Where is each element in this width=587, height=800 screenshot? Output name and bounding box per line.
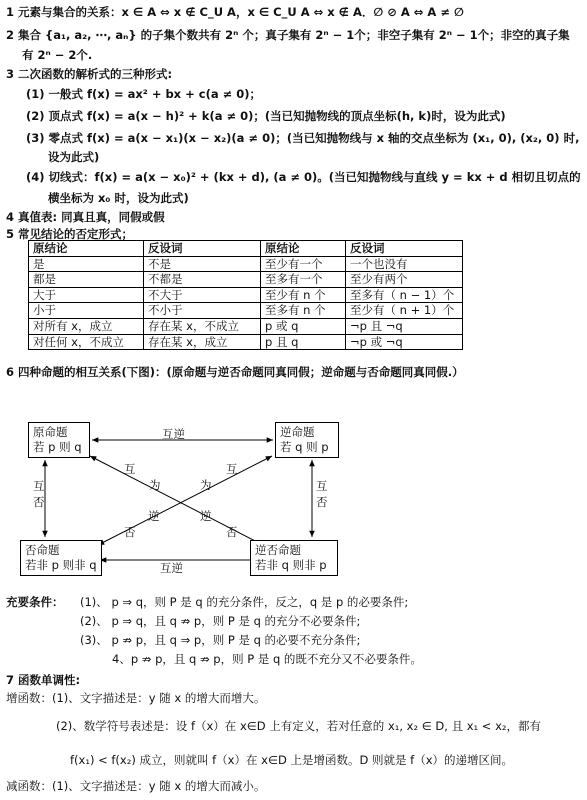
box-contrapositive-proposition xyxy=(250,540,338,576)
box-converse-proposition xyxy=(275,422,339,458)
label-left-char2: 否 xyxy=(33,495,45,509)
label-right-char1: 互 xyxy=(316,479,328,493)
table-cell: 不小于 xyxy=(144,303,261,319)
table-header-cell: 反设词 xyxy=(144,241,261,257)
table-row xyxy=(29,256,463,272)
table-cell: 一个也没有 xyxy=(346,256,463,272)
label-diag-hu-left: 互 xyxy=(124,462,136,476)
table-cell: 至少有两个 xyxy=(346,272,463,288)
increasing-desc-1: 增函数：(1)、文字描述是：y 随 x 的增大而增大。 xyxy=(6,691,266,705)
decreasing-desc-1: 减函数：(1)、文字描述是：y 随 x 的增大而减小。 xyxy=(6,779,266,793)
sufficient-cond-4: 4、p ⇏ p，且 q ⇏ p，则 P 是 q 的既不充分又不必要条件。 xyxy=(112,652,422,666)
label-diag-ni-left: 逆 xyxy=(148,509,160,523)
line-subset-count: 2 集合 {a₁, a₂, ⋯, aₙ} 的子集个数共有 2ⁿ 个；真子集有 2ⁿ − 1个；非空子集有 2ⁿ − 1个；非空的真子集 xyxy=(6,28,570,42)
table-header-cell: 原结论 xyxy=(29,241,144,257)
line-negation-title: 5 常见结论的否定形式； xyxy=(6,227,134,241)
sufficient-cond-3: (3)、 p ⇏ p，且 q ⇒ p，则 P 是 q 的必要不充分条件; xyxy=(80,633,361,647)
increasing-desc-2a: (2)、数学符号表述是：设 f（x）在 x∈D 上有定义，若对任意的 x₁, x₂ ∈ D, 且 x₁ < x₂，都有 xyxy=(56,719,542,733)
table-header-row xyxy=(29,241,463,257)
line-four-propositions: 6 四种命题的相互关系(下图)：(原命题与逆否命题同真同假；逆命题与否命题同真同假.） xyxy=(6,365,464,379)
table-cell: ¬p 或 ¬q xyxy=(346,334,463,350)
table-cell: 都是 xyxy=(29,272,144,288)
table-cell: p 或 q xyxy=(261,318,346,334)
table-cell: 存在某 x，成立 xyxy=(144,334,261,350)
table-row xyxy=(29,334,463,350)
label-diag-fou-right: 否 xyxy=(226,525,238,539)
table-cell: 至多有一个 xyxy=(261,272,346,288)
sufficient-title: 充要条件： xyxy=(6,595,64,609)
increasing-desc-2b: f(x₁) < f(x₂) 成立，则就叫 f（x）在 x∈D 上是增函数。D 则就是 f（x）的递增区间。 xyxy=(70,753,513,767)
table-cell: 不大于 xyxy=(144,287,261,303)
line-quadratic-zero: (3) 零点式 f(x) = a(x − x₁)(x − x₂)(a ≠ 0)；(当已知抛物线与 x 轴的交点坐标为 (x₁, 0), (x₂, 0) 时, xyxy=(26,131,580,145)
line-subset-count-cont: 有 2ⁿ − 2个. xyxy=(22,48,93,62)
box-original-proposition xyxy=(28,422,90,458)
label-diag-fou-left: 否 xyxy=(124,525,136,539)
table-header-cell: 反设词 xyxy=(346,241,463,257)
line-quadratic-general: (1) 一般式 f(x) = ax² + bx + c(a ≠ 0)； xyxy=(26,87,261,101)
line-quadratic-tangent-cont: 横坐标为 x₀ 时，设为此式) xyxy=(48,191,189,205)
table-cell: 至少有 n 个 xyxy=(261,287,346,303)
table-row xyxy=(29,318,463,334)
table-cell: 至多有 n 个 xyxy=(261,303,346,319)
label-bottom-mutual-converse: 互逆 xyxy=(160,561,183,575)
table-row xyxy=(29,287,463,303)
table-cell: 小于 xyxy=(29,303,144,319)
box-original-text: 原命题 若 p 则 q xyxy=(33,425,82,454)
table-cell: p 且 q xyxy=(261,334,346,350)
table-cell: 存在某 x，不成立 xyxy=(144,318,261,334)
label-diag-hu-right: 互 xyxy=(226,462,238,476)
line-quadratic-zero-cont: 设为此式) xyxy=(48,150,100,164)
table-row xyxy=(29,272,463,288)
line-quadratic-vertex: (2) 顶点式 f(x) = a(x − h)² + k(a ≠ 0)；(当已知抛物线的顶点坐标(h, k)时，设为此式) xyxy=(26,109,506,123)
table-header-cell: 原结论 xyxy=(261,241,346,257)
box-converse-text: 逆命题 若 q 则 p xyxy=(280,425,329,454)
monotonic-title: 7 函数单调性: xyxy=(6,673,81,687)
negation-table xyxy=(28,240,463,350)
table-cell: ¬p 且 ¬q xyxy=(346,318,463,334)
box-inverse-text: 否命题 若非 p 则非 q xyxy=(25,543,97,572)
table-cell: 至多有（ n − 1）个 xyxy=(346,287,463,303)
label-diag-ni-right: 逆 xyxy=(200,509,212,523)
table-cell: 不都是 xyxy=(144,272,261,288)
line-quadratic-title: 3 二次函数的解析式的三种形式: xyxy=(6,67,173,81)
table-cell: 不是 xyxy=(144,256,261,272)
table-row xyxy=(29,303,463,319)
sufficient-cond-1: (1)、 p ⇒ q，则 P 是 q 的充分条件，反之，q 是 p 的必要条件; xyxy=(80,595,409,609)
table-cell: 至少有一个 xyxy=(261,256,346,272)
label-top-mutual-converse: 互逆 xyxy=(162,427,185,441)
table-cell: 是 xyxy=(29,256,144,272)
label-diag-wei-right: 为 xyxy=(200,478,212,492)
label-diag-wei-left: 为 xyxy=(149,478,161,492)
box-inverse-proposition xyxy=(20,540,102,576)
label-left-char1: 互 xyxy=(33,479,45,493)
table-cell: 至少有（ n + 1）个 xyxy=(346,303,463,319)
line-quadratic-tangent: (4) 切线式：f(x) = a(x − x₀)² + (kx + d), (a ≠ 0)。(当已知抛物线与直线 y = kx + d 相切且切点的 xyxy=(26,170,581,184)
table-cell: 大于 xyxy=(29,287,144,303)
table-cell: 对任何 x，不成立 xyxy=(29,334,144,350)
line-truth-table: 4 真值表: 同真且真，同假或假 xyxy=(6,210,165,224)
box-contrapositive-text: 逆否命题 若非 q 则非 p xyxy=(255,543,327,572)
table-cell: 对所有 x，成立 xyxy=(29,318,144,334)
label-right-char2: 否 xyxy=(316,495,328,509)
line-element-set-relation: 1 元素与集合的关系：x ∈ A ⇔ x ∉ C_U A，x ∈ C_U A ⇔ x ∉ A．∅ ⊘ A ⇔ A ≠ ∅ xyxy=(6,5,464,19)
sufficient-cond-2: (2)、 p ⇒ q，且 q ⇏ p，则 P 是 q 的充分不必要条件; xyxy=(80,614,361,628)
